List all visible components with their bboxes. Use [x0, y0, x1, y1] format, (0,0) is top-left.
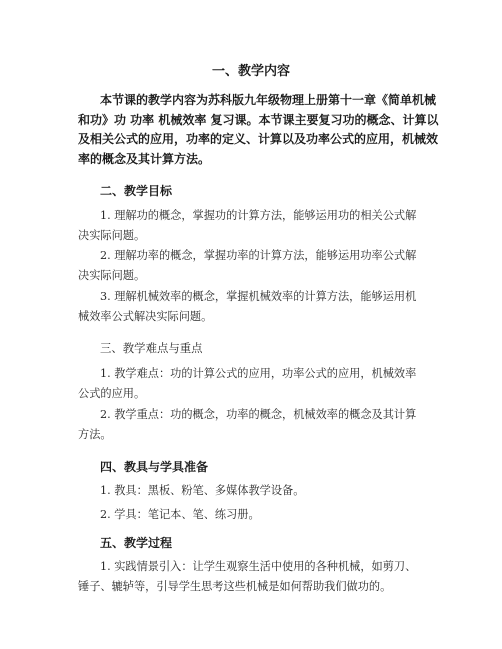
- objective-item-1: [78, 206, 428, 245]
- section-1-title: 一、教学内容: [211, 64, 290, 79]
- item-line: 2. 教学重点：功的概念，功率的概念，机械效率的概念及其计算: [100, 408, 417, 421]
- difficulty-item-1: [78, 364, 428, 403]
- item-line: 3. 理解机械效率的概念，掌握机械效率的计算方法，能够运用机: [100, 290, 417, 303]
- item-line: 锤子、辘轳等，引导学生思考这些机械是如何帮助我们做功的。: [78, 579, 392, 593]
- item-line: 1. 教学难点：功的计算公式的应用，功率公式的应用，机械效率: [100, 367, 417, 380]
- paragraph-line: 率的概念及其计算方法。: [78, 151, 211, 166]
- item-line: 方法。: [78, 427, 112, 441]
- tools-item-1: [78, 481, 428, 501]
- item-line: 2. 理解功率的概念，掌握功率的计算方法，能够运用功率公式解: [100, 249, 417, 262]
- item-line: 1. 实践情景引入：让学生观察生活中使用的各种机械，如剪刀、: [100, 560, 417, 573]
- section-3-title: 三、教学难点与重点: [100, 341, 203, 355]
- item-line: 公式的应用。: [78, 386, 146, 400]
- objective-item-3: [78, 287, 428, 326]
- paragraph-line: 本节课的教学内容为苏科版九年级物理上册第十一章《简单机械: [100, 93, 437, 107]
- paragraph-line: 及相关公式的应用，功率的定义、计算以及功率公式的应用，机械效: [78, 132, 439, 146]
- section-4-title: 四、教具与学具准备: [100, 460, 209, 474]
- process-item-1: [78, 557, 428, 596]
- section-2-title: 二、教学目标: [100, 184, 173, 198]
- difficulty-item-2: [78, 405, 428, 444]
- item-line: 决实际问题。: [78, 228, 146, 242]
- section-5-title: 五、教学过程: [100, 536, 173, 550]
- item-line: 1. 教具：黑板、粉笔、多媒体教学设备。: [100, 484, 305, 497]
- section-1-paragraph: [78, 91, 439, 169]
- tools-item-2: [78, 505, 428, 525]
- item-line: 1. 理解功的概念，掌握功的计算方法，能够运用功的相关公式解: [100, 209, 417, 222]
- item-line: 2. 学具：笔记本、笔、练习册。: [100, 508, 260, 521]
- objective-item-2: [78, 246, 428, 285]
- paragraph-line: 和功》功 功率 机械效率 复习课。本节课主要复习功的概念、计算以: [78, 112, 439, 127]
- item-line: 决实际问题。: [78, 268, 146, 282]
- item-line: 械效率公式解决实际问题。: [78, 309, 213, 323]
